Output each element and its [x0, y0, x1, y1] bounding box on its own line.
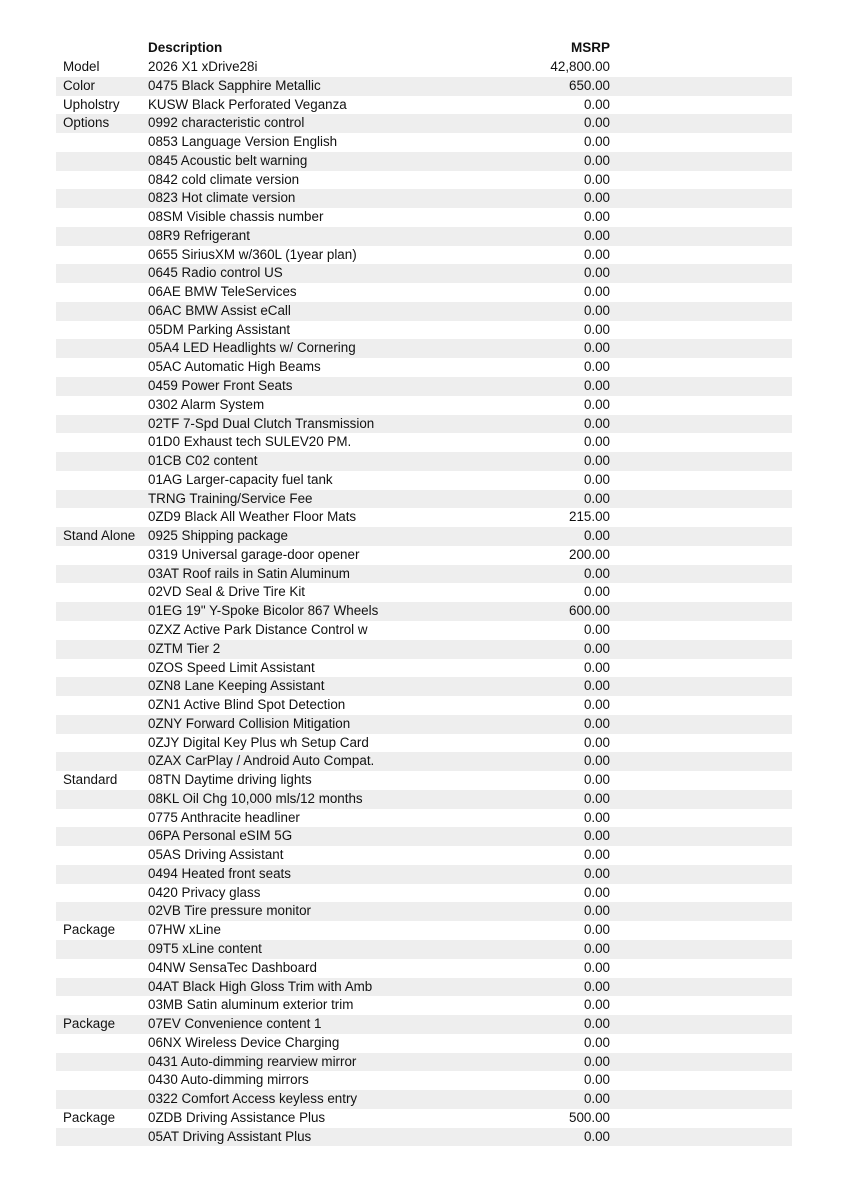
row-price: 42,800.00 — [550, 59, 610, 74]
row-description: 0430 Auto-dimming mirrors — [148, 1072, 309, 1088]
row-price: 0.00 — [583, 1091, 610, 1107]
row-description: 0ZOS Speed Limit Assistant — [148, 659, 315, 675]
table-row — [56, 621, 792, 640]
row-description: 05A4 LED Headlights w/ Cornering — [148, 340, 356, 356]
table-row — [56, 1053, 792, 1072]
row-description: 02TF 7-Spd Dual Clutch Transmission — [148, 415, 375, 431]
row-description: 0655 SiriusXM w/360L (1year plan) — [148, 246, 357, 262]
row-description: 0322 Comfort Access keyless entry — [148, 1091, 358, 1107]
msrp-table — [56, 38, 792, 1146]
row-description: 0823 Hot climate version — [148, 190, 296, 206]
row-price: 0.00 — [583, 190, 610, 206]
row-description: 0775 Anthracite headliner — [148, 809, 300, 825]
table-row — [56, 1034, 792, 1053]
table-row — [56, 114, 792, 133]
table-header — [56, 38, 792, 58]
table-row — [56, 508, 792, 527]
row-price: 0.00 — [583, 340, 610, 356]
row-description: 0420 Privacy glass — [148, 884, 261, 900]
row-price: 0.00 — [583, 659, 610, 675]
row-description: 0853 Language Version English — [148, 134, 338, 150]
row-description: 04AT Black High Gloss Trim with Amb — [148, 978, 373, 994]
row-price: 0.00 — [583, 1128, 610, 1144]
row-description: 0319 Universal garage-door opener — [148, 546, 360, 562]
row-description: 0992 characteristic control — [148, 115, 305, 131]
table-row — [56, 921, 792, 940]
table-row — [56, 452, 792, 471]
row-description: 05AC Automatic High Beams — [148, 359, 321, 375]
table-row — [56, 77, 792, 96]
table-row — [56, 302, 792, 321]
row-category: Standard — [63, 772, 118, 788]
row-price: 0.00 — [583, 434, 610, 450]
row-description: 01CB C02 content — [148, 453, 258, 469]
table-row — [56, 396, 792, 415]
row-price: 0.00 — [583, 1034, 610, 1050]
row-price: 0.00 — [583, 96, 610, 112]
table-row — [56, 171, 792, 190]
row-price: 0.00 — [583, 584, 610, 600]
table-row — [56, 433, 792, 452]
row-description: 0ZNY Forward Collision Mitigation — [148, 715, 351, 731]
row-description: 0ZAX CarPlay / Android Auto Compat. — [148, 753, 375, 769]
row-description: 0ZN8 Lane Keeping Assistant — [148, 678, 325, 694]
table-row — [56, 940, 792, 959]
row-price: 0.00 — [583, 978, 610, 994]
table-row — [56, 264, 792, 283]
table-row — [56, 734, 792, 753]
row-description: 06AE BMW TeleServices — [148, 284, 297, 300]
row-price: 0.00 — [583, 396, 610, 412]
table-row — [56, 152, 792, 171]
row-price: 0.00 — [583, 922, 610, 938]
header-msrp: MSRP — [570, 40, 610, 55]
row-price: 0.00 — [583, 171, 610, 187]
table-row — [56, 715, 792, 734]
row-price: 0.00 — [583, 152, 610, 168]
table-row — [56, 283, 792, 302]
row-description: TRNG Training/Service Fee — [148, 490, 313, 506]
row-price: 200.00 — [569, 546, 610, 562]
table-row — [56, 471, 792, 490]
table-row — [56, 415, 792, 434]
row-description: 2026 X1 xDrive28i — [148, 59, 258, 74]
row-price: 0.00 — [583, 471, 610, 487]
row-price: 0.00 — [583, 490, 610, 506]
row-description: 01D0 Exhaust tech SULEV20 PM. — [148, 434, 352, 450]
table-row — [56, 602, 792, 621]
table-row — [56, 978, 792, 997]
row-price: 0.00 — [583, 302, 610, 318]
table-row — [56, 959, 792, 978]
row-category: Package — [63, 1016, 116, 1032]
row-description: 08TN Daytime driving lights — [148, 772, 312, 788]
row-price: 0.00 — [583, 847, 610, 863]
row-price: 0.00 — [583, 959, 610, 975]
table-row — [56, 527, 792, 546]
row-description: 06AC BMW Assist eCall — [148, 302, 291, 318]
row-price: 0.00 — [583, 528, 610, 544]
row-description: 0ZXZ Active Park Distance Control w — [148, 621, 368, 637]
table-row — [56, 339, 792, 358]
row-price: 0.00 — [583, 1053, 610, 1069]
row-description: 06NX Wireless Device Charging — [148, 1034, 340, 1050]
row-description: 07EV Convenience content 1 — [148, 1016, 322, 1032]
row-description: KUSW Black Perforated Veganza — [148, 96, 347, 112]
row-description: 06PA Personal eSIM 5G — [148, 828, 293, 844]
table-row — [56, 246, 792, 265]
row-description: 01EG 19" Y-Spoke Bicolor 867 Wheels — [148, 603, 379, 619]
table-row — [56, 1128, 792, 1147]
row-price: 500.00 — [569, 1109, 610, 1125]
row-price: 0.00 — [583, 565, 610, 581]
row-category: Options — [63, 115, 110, 131]
row-description: 0ZJY Digital Key Plus wh Setup Card — [148, 734, 369, 750]
row-price: 0.00 — [583, 1072, 610, 1088]
row-price: 0.00 — [583, 697, 610, 713]
table-row — [56, 752, 792, 771]
table-row — [56, 189, 792, 208]
row-price: 215.00 — [569, 509, 610, 525]
table-row — [56, 1109, 792, 1128]
row-price: 0.00 — [583, 865, 610, 881]
row-description: 0475 Black Sapphire Metallic — [148, 77, 321, 93]
table-row — [56, 321, 792, 340]
table-row — [56, 208, 792, 227]
row-price: 0.00 — [583, 753, 610, 769]
table-body — [56, 58, 792, 1146]
table-row — [56, 902, 792, 921]
row-price: 650.00 — [569, 77, 610, 93]
row-price: 0.00 — [583, 997, 610, 1013]
row-price: 0.00 — [583, 621, 610, 637]
row-price: 0.00 — [583, 415, 610, 431]
row-price: 0.00 — [583, 715, 610, 731]
row-price: 0.00 — [583, 265, 610, 281]
row-description: 08SM Visible chassis number — [148, 209, 324, 225]
row-price: 0.00 — [583, 246, 610, 262]
row-description: 08KL Oil Chg 10,000 mls/12 months — [148, 790, 363, 806]
table-row — [56, 771, 792, 790]
row-price: 0.00 — [583, 940, 610, 956]
table-row — [56, 996, 792, 1015]
row-price: 0.00 — [583, 828, 610, 844]
row-description: 04NW SensaTec Dashboard — [148, 959, 317, 975]
row-price: 0.00 — [583, 321, 610, 337]
row-category: Package — [63, 1109, 116, 1125]
row-price: 0.00 — [583, 209, 610, 225]
table-row — [56, 227, 792, 246]
table-row — [56, 696, 792, 715]
row-category: Upholstry — [63, 96, 120, 112]
row-price: 0.00 — [583, 284, 610, 300]
row-description: 09T5 xLine content — [148, 940, 262, 956]
table-row — [56, 809, 792, 828]
table-row — [56, 358, 792, 377]
row-description: 02VD Seal & Drive Tire Kit — [148, 584, 306, 600]
table-row — [56, 133, 792, 152]
table-row — [56, 659, 792, 678]
row-price: 0.00 — [583, 227, 610, 243]
row-price: 0.00 — [583, 640, 610, 656]
row-description: 08R9 Refrigerant — [148, 227, 250, 243]
row-price: 0.00 — [583, 453, 610, 469]
row-description: 0494 Heated front seats — [148, 865, 291, 881]
row-price: 0.00 — [583, 359, 610, 375]
row-description: 0845 Acoustic belt warning — [148, 152, 308, 168]
row-price: 0.00 — [583, 884, 610, 900]
row-price: 0.00 — [583, 772, 610, 788]
table-row — [56, 640, 792, 659]
table-row — [56, 884, 792, 903]
row-description: 01AG Larger-capacity fuel tank — [148, 471, 333, 487]
row-description: 0ZDB Driving Assistance Plus — [148, 1109, 326, 1125]
row-price: 0.00 — [583, 903, 610, 919]
table-row — [56, 846, 792, 865]
table-row — [56, 96, 792, 115]
table-row — [56, 490, 792, 509]
row-description: 0302 Alarm System — [148, 396, 265, 412]
row-category: Color — [63, 77, 95, 93]
row-description: 05AS Driving Assistant — [148, 847, 284, 863]
table-row — [56, 583, 792, 602]
row-price: 0.00 — [583, 678, 610, 694]
row-price: 0.00 — [583, 809, 610, 825]
row-description: 0ZN1 Active Blind Spot Detection — [148, 697, 346, 713]
row-price: 0.00 — [583, 378, 610, 394]
row-category: Stand Alone — [63, 528, 136, 544]
row-description: 0431 Auto-dimming rearview mirror — [148, 1053, 357, 1069]
table-row — [56, 546, 792, 565]
row-description: 03MB Satin aluminum exterior trim — [148, 997, 354, 1013]
row-category: Model — [63, 59, 100, 74]
row-description: 0459 Power Front Seats — [148, 378, 293, 394]
row-price: 600.00 — [569, 603, 610, 619]
table-row — [56, 677, 792, 696]
table-row — [56, 377, 792, 396]
row-description: 05DM Parking Assistant — [148, 321, 291, 337]
row-price: 0.00 — [583, 734, 610, 750]
row-category: Package — [63, 922, 116, 938]
table-row — [56, 1090, 792, 1109]
row-price: 0.00 — [583, 115, 610, 131]
table-row — [56, 865, 792, 884]
row-description: 07HW xLine — [148, 922, 221, 938]
row-description: 0ZD9 Black All Weather Floor Mats — [148, 509, 357, 525]
table-row — [56, 1015, 792, 1034]
table-row — [56, 790, 792, 809]
header-description: Description — [148, 40, 223, 55]
row-price: 0.00 — [583, 790, 610, 806]
row-price: 0.00 — [583, 1016, 610, 1032]
row-description: 0645 Radio control US — [148, 265, 283, 281]
table-row — [56, 58, 792, 77]
row-description: 02VB Tire pressure monitor — [148, 903, 311, 919]
row-description: 0ZTM Tier 2 — [148, 640, 221, 656]
table-row — [56, 1071, 792, 1090]
row-description: 0842 cold climate version — [148, 171, 300, 187]
row-description: 03AT Roof rails in Satin Aluminum — [148, 565, 350, 581]
row-description: 05AT Driving Assistant Plus — [148, 1128, 312, 1144]
row-price: 0.00 — [583, 134, 610, 150]
row-description: 0925 Shipping package — [148, 528, 288, 544]
table-row — [56, 827, 792, 846]
table-row — [56, 565, 792, 584]
